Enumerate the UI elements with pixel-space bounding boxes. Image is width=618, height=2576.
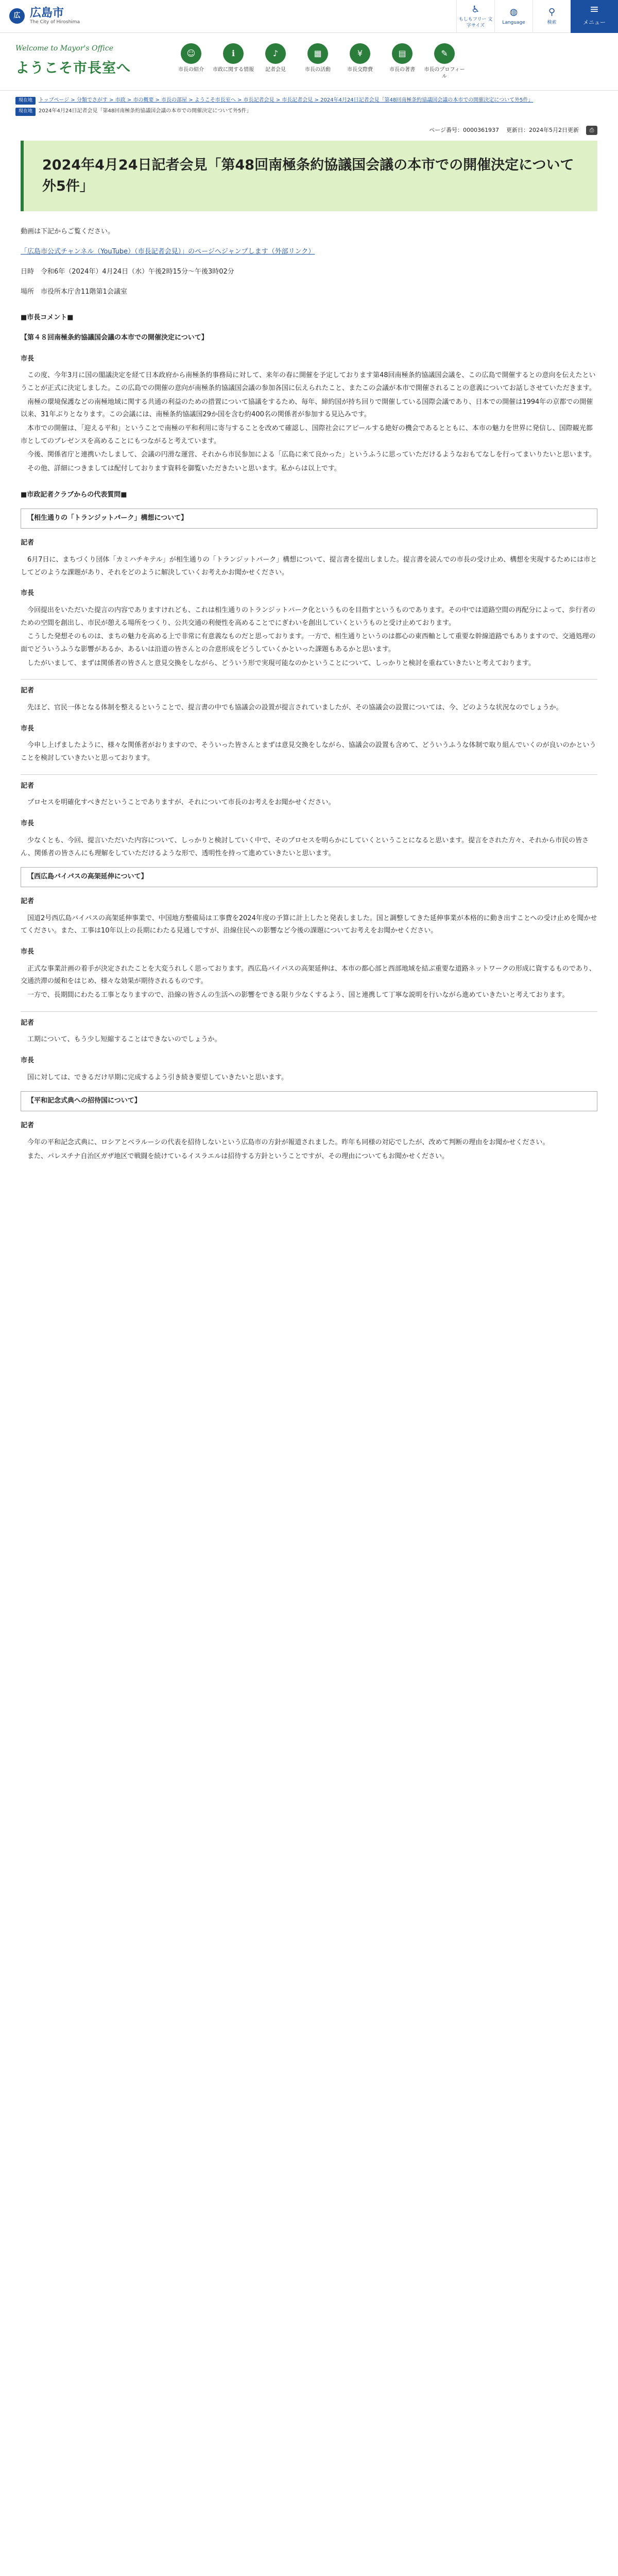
topic-heading: 【平和記念式典への招待国について】 <box>21 1091 597 1111</box>
speaker-label: 記者 <box>21 1122 35 1130</box>
utility-nav <box>456 0 618 33</box>
hamburger-icon: ≡ <box>589 3 599 16</box>
mayor-nav-label: 市長の著書 <box>389 67 415 73</box>
search-icon: ⚲ <box>548 7 556 18</box>
mic-icon: ♪ <box>265 43 286 64</box>
speaker-label: 記者 <box>21 774 597 793</box>
topic-heading: 【相生通りの「トランジットパーク」構想について】 <box>21 509 597 529</box>
page-title-box <box>21 141 597 211</box>
topic-heading: 【西広島バイパスの高架延伸について】 <box>21 867 597 887</box>
paragraph: したがいまして、まずは関係者の皆さんと意見交換をしながら、どういう形で実現可能なのかということについて、しっかりと検討を重ねていきたいと考えております。 <box>27 659 535 667</box>
speaker-label: 市長 <box>21 820 35 828</box>
mayor-nav-expense[interactable] <box>339 43 381 80</box>
topic-heading: 【第４８回南極条約協議国会議の本市での開催決定について】 <box>21 333 208 342</box>
youtube-link[interactable]: 「広島市公式チャンネル（YouTube）（市長記者会見）」のページへジャンプします（外部リンク） <box>21 248 315 256</box>
paragraph: 工期について、もう少し短縮することはできないのでしょうか。 <box>27 1036 221 1044</box>
paragraph: 本市での開催は、「迎える平和」ということで南極の平和利用に寄与することを改めて確認し、国際社会にアピールする絶好の機会であるとともに、本市の魅力を世界に発信し、国際観光都市としてのプレゼンスを高めることにもつながると考えています。 <box>21 425 593 445</box>
mayor-nav-label: 市長の紹介 <box>178 67 204 73</box>
mayor-nav-label: 市長のプロフィール <box>424 67 465 79</box>
printer-icon[interactable]: ⎙ <box>586 126 597 135</box>
paragraph: 少なくとも、今回、提言いただいた内容について、しっかりと検討していく中で、そのプロセスを明らかにしていくということになると思います。提言をされた方々、それから市民の皆さん、関係者の皆さんにも理解をしていただけるような形で、透明性を持って進めていきたいと思います。 <box>21 836 589 857</box>
paragraph: 一方で、長期間にわたる工事となりますので、沿線の皆さんの生活への影響をできる限り少なくするよう、国と連携して丁寧な説明を行いながら進めていきたいと考えております。 <box>27 991 569 999</box>
paragraph: その他、詳細につきましては配付しております資料を御覧いただきたいと思います。私からは以上です。 <box>27 465 341 473</box>
paragraph: 今年の平和記念式典に、ロシアとベラルーシの代表を招待しないという広島市の方針が報道されました。昨年も同様の対応でしたが、改めて判断の理由をお聞かせください。 <box>27 1138 550 1146</box>
mayor-nav-activity[interactable] <box>297 43 339 80</box>
mayor-nav-press[interactable] <box>254 43 297 80</box>
language-label: Language <box>502 20 525 25</box>
breadcrumb-label: 現在地 <box>15 97 36 105</box>
speaker-label: 市長 <box>21 947 35 956</box>
globe-icon: ◍ <box>509 7 518 18</box>
mayor-nav-label: 記者会見 <box>265 67 286 73</box>
intro-text: 動画は下記からご覧ください。 <box>21 228 115 236</box>
page-id: ページ番号：0000361937 <box>429 126 499 133</box>
speaker-label: 記者 <box>21 897 35 905</box>
logo-subtitle: The City of Hiroshima <box>30 19 80 25</box>
paragraph: この度、今年3月に国の閣議決定を経て日本政府から南極条約事務局に対して、来年の春に開催を予定しております第48回南極条約協議国会議を、この広島で開催するとの意向を伝えたということが正式に決定しました。この広島での開催の意向が南極条約協議国会議の参加各国に伝えられたこと、またこの会議が本市で開催されることの意義についてお話しさせていただきます。 <box>21 371 596 392</box>
profile-icon: ✎ <box>434 43 455 64</box>
person-icon: ☺ <box>181 43 201 64</box>
paragraph: 今後、関係省庁と連携いたしまして、会議の円滑な運営、それから市民参加による「広島に来て良かった」というふうに思っていただけるようなおもてなしを行ってまいりたいと思います。 <box>27 451 596 459</box>
paragraph: 今回提出をいただいた提言の内容でありますけれども、これは相生通りのトランジットパーク化というものを目指すというものであります。その中では道路空間の再配分によって、歩行者のための空間を創出し、市民が憩える場所をつくり、公共交通の利便性を高めることでにぎわいを創出していくというものと受け止めております。 <box>21 606 596 627</box>
speaker-label: 記者 <box>21 679 597 698</box>
breadcrumb-path: 2024年4月24日記者会見「第48回南極条約協議国会議の本市での開催決定について外5件」 <box>39 108 252 114</box>
language-button[interactable] <box>494 0 533 33</box>
site-logo[interactable] <box>9 7 80 25</box>
book-icon: ▤ <box>392 43 413 64</box>
mayor-title-ja[interactable]: ようこそ市長室へ <box>15 60 131 77</box>
section-heading: ■市長コメント■ <box>21 314 74 322</box>
paragraph: 先ほど、官民一体となる体制を整えるということで、提言書の中でも協議会の設置が提言されていましたが、その協議会の設置については、今、どのような状況なのでしょうか。 <box>27 704 563 712</box>
menu-label: メニュー <box>583 19 606 26</box>
mayor-title-en: Welcome to Mayor's Office <box>15 44 113 53</box>
paragraph: 国に対しては、できるだけ早期に完成するよう引き続き要望していきたいと思います。 <box>27 1073 288 1081</box>
accessibility-label: もしもフリー 文字サイズ <box>458 17 493 28</box>
paragraph: 南極の環境保護などの南極地域に関する共通の利益のための措置について協議をするため、毎年、締約国が持ち回りで開催している国際会議であり、日本での開催は1994年の京都での開催以来、31年ぶりとなります。この会議には、南極条約協議国29か国を含む約400名の関係者が参加する見込みです。 <box>21 398 593 419</box>
calendar-icon: ▦ <box>307 43 328 64</box>
paragraph: 6月7日に、まちづくり団体「カミハチキテル」が相生通りの「トランジットパーク」構想について、提言書を提出しました。提言書を読んでの市長の受け止め、構想を実現するためには市としてどのような課題があり、それをどのように解決していくお考えかお聞かせください。 <box>21 555 597 577</box>
mayor-nav-books[interactable] <box>381 43 423 80</box>
mayor-nav <box>170 43 466 80</box>
mayor-nav-label: 市政に関する情報 <box>213 67 254 73</box>
mayor-nav-profile[interactable] <box>423 43 466 80</box>
speaker-label: 市長 <box>21 1057 35 1065</box>
intro-date: 日時 令和6年（2024年）4月24日（水）午後2時15分～午後3時02分 <box>21 267 234 276</box>
search-button[interactable] <box>533 0 571 33</box>
speaker-label: 市長 <box>21 724 35 733</box>
page-title: 2024年4月24日記者会見「第48回南極条約協議国会議の本市での開催決定について外5件」 <box>42 157 574 194</box>
paragraph: 正式な事業計画の着手が決定されたことを大変うれしく思っております。西広島バイパスの高架延伸は、本市の都心部と西部地域を結ぶ重要な道路ネットワークの形成に資するものであり、交通渋滞の緩和をはじめ、様々な効果が期待されるものです。 <box>21 964 596 986</box>
mayor-nav-info[interactable] <box>212 43 254 80</box>
accessibility-icon: ♿ <box>471 4 480 15</box>
paragraph: 今申し上げましたように、様々な関係者がおりますので、そういった皆さんとまずは意見交換をしながら、協議会の設置も含めて、どういうふうな体制で取り組んでいくのが良いのかということを検討していきたいと思っております。 <box>21 741 596 762</box>
accessibility-button[interactable] <box>456 0 494 33</box>
site-header <box>0 0 618 33</box>
search-label: 検索 <box>547 20 557 25</box>
article-body <box>0 211 618 1163</box>
breadcrumb-label: 現在地 <box>15 108 36 115</box>
mayor-banner <box>0 33 618 91</box>
paragraph: こうした発想そのものは、まちの魅力を高める上で非常に有意義なものだと思っております。一方で、相生通りというのは都心の東西軸として重要な幹線道路でもありますので、交通処理の面でどういうふうな影響があるか、あるいは沿道の皆さんとの合意形成をどうしていくかといった課題もあるかと思います。 <box>21 633 596 653</box>
updated-date: 更新日：2024年5月2日更新 <box>506 126 579 133</box>
paragraph: プロセスを明確化すべきだということでありますが、それについて市長のお考えをお聞かせください。 <box>27 799 335 807</box>
breadcrumb <box>0 91 618 121</box>
paragraph: 国道2号西広島バイパスの高架延伸事業で、中国地方整備局は工事費を2024年度の予算に計上したと発表しました。国と調整してきた延伸事業が本格的に動き出すことへの受け止めを聞かせてください。また、工事は10年以上の長期にわたる見通しですが、沿線住民への影響など今後の課題についてお考えをお聞かせください。 <box>21 914 597 935</box>
menu-button[interactable] <box>571 0 618 33</box>
info-icon: ℹ <box>223 43 244 64</box>
speaker-label: 記者 <box>21 1011 597 1030</box>
speaker-label: 記者 <box>21 539 35 547</box>
speaker-label: 市長 <box>21 354 35 363</box>
paragraph: また、パレスチナ自治区ガザ地区で戦闘を続けているイスラエルは招待する方針ということですが、その理由についてもお聞かせください。 <box>27 1152 449 1160</box>
page-meta <box>0 121 618 141</box>
mayor-nav-intro[interactable] <box>170 43 212 80</box>
mayor-nav-label: 市長交際費 <box>347 67 373 73</box>
logo-title: 広島市 <box>30 7 64 20</box>
section-heading: ■市政記者クラブからの代表質問■ <box>21 490 127 499</box>
breadcrumb-path[interactable]: トップページ > 分類でさがす > 市政 > 市の概要 > 市長の部屋 > ようこそ市長室へ > 市長記者会見 > 市長記者会見 > 2024年4月24日記者会見「第48回南極条約協議国会議の本市での開催決定について外5件」 <box>39 97 534 103</box>
wallet-icon: ¥ <box>350 43 370 64</box>
mayor-nav-label: 市長の活動 <box>305 67 331 73</box>
city-emblem-icon: 広 <box>9 8 25 24</box>
intro-place: 場所 市役所本庁舎11階第1会議室 <box>21 287 127 296</box>
speaker-label: 市長 <box>21 589 35 598</box>
